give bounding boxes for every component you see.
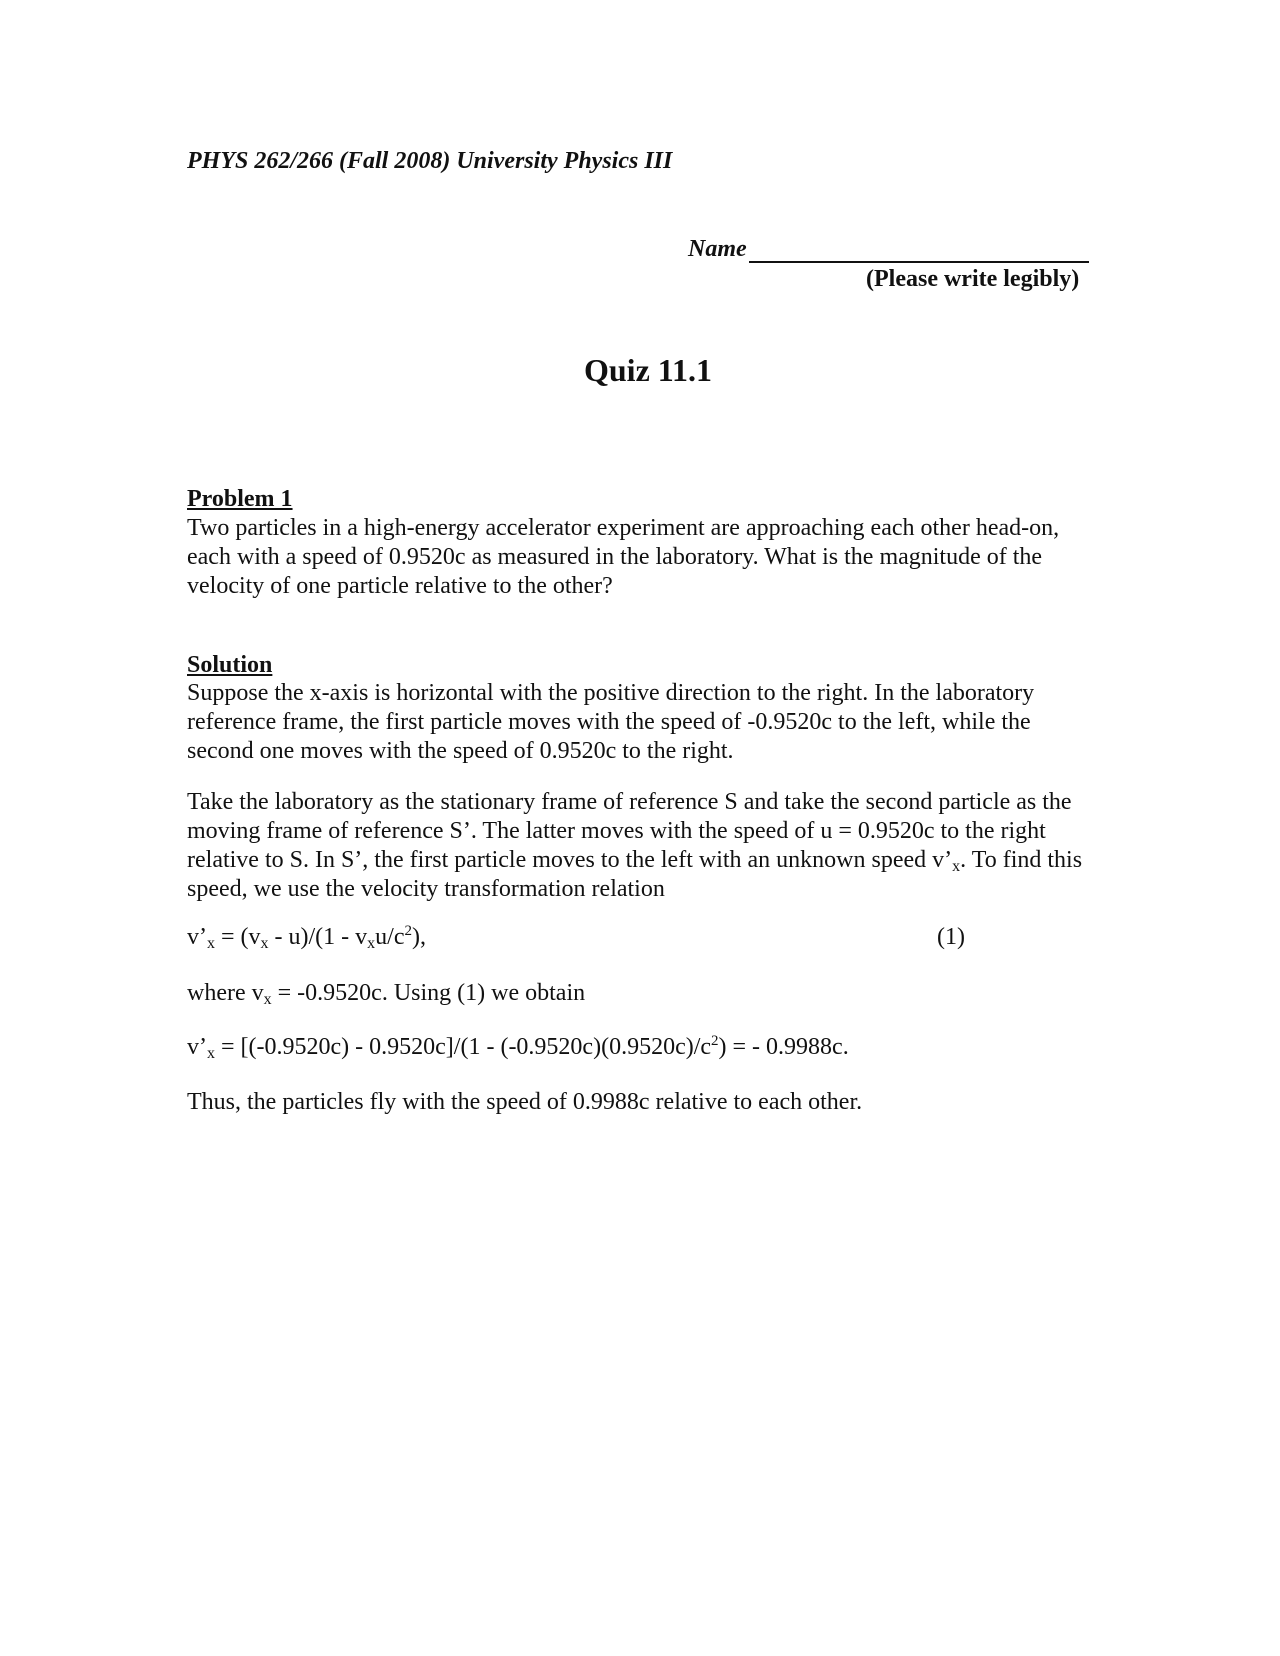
eq1-part: v’ <box>187 924 207 950</box>
eq1-sub: x <box>367 935 376 952</box>
eq1-sup: 2 <box>404 923 412 939</box>
conclusion: Thus, the particles fly with the speed of 0.9988c relative to each other. <box>187 1089 863 1115</box>
where-part: where v <box>187 980 264 1006</box>
eq1-part: - u)/(1 - v <box>268 924 368 950</box>
page-title <box>0 352 1280 389</box>
eq1-part: u/c <box>375 924 405 950</box>
paragraph-2-text-b: . To find this speed, we use the velocity transformation relation <box>187 847 1083 902</box>
where-part: = -0.9520c. Using (1) we obtain <box>271 980 586 1006</box>
eq1-sub: x <box>207 935 215 952</box>
name-label: Name <box>688 236 747 262</box>
eq2-part: = [(-0.9520c) - 0.9520c]/(1 - (-0.9520c)(0.9520c)/c <box>215 1034 712 1060</box>
name-note: (Please write legibly) <box>866 266 1080 292</box>
course-header: PHYS 262/266 (Fall 2008) University Physics III <box>187 148 673 174</box>
subscript-x: x <box>952 858 961 875</box>
eq1-sub: x <box>260 935 269 952</box>
eq1-part: = (v <box>215 924 261 950</box>
name-field[interactable] <box>688 236 1089 263</box>
eq1-part: ), <box>412 924 426 950</box>
name-underline[interactable] <box>749 239 1089 263</box>
equation-number: (1) <box>937 924 965 950</box>
equation-2 <box>187 1034 849 1061</box>
solution-paragraph-2 <box>187 788 1087 904</box>
problem-text: Two particles in a high-energy accelerator experiment are approaching each other head-on, each with a speed of 0.9520c as measured in the laboratory. What is the magnitude of the velocity of one particle relative to the other? <box>187 515 1060 599</box>
quiz-title-text: Quiz 11.1 <box>583 352 712 388</box>
solution-heading: Solution <box>187 652 273 678</box>
where-line <box>187 980 585 1007</box>
problem-heading: Problem 1 <box>187 486 293 512</box>
paragraph-2-text-a: Take the laboratory as the stationary frame of reference S and take the second particle as the moving frame of reference S’. The latter moves with the speed of u = 0.9520c to the right relative to S. In S’, the first particle moves to the left with an unknown speed v’ <box>187 789 1072 873</box>
eq2-sup: 2 <box>711 1033 719 1049</box>
eq2-part: v’ <box>187 1034 207 1060</box>
solution-paragraph-1: Suppose the x-axis is horizontal with the positive direction to the right. In the laboratory reference frame, the first particle moves with the speed of -0.9520c to the left, while the second one moves with the speed of 0.9520c to the right. <box>187 680 1035 764</box>
equation-1 <box>187 924 426 951</box>
where-sub: x <box>263 991 272 1008</box>
eq2-sub: x <box>207 1045 215 1062</box>
eq2-part: ) = - 0.9988c. <box>718 1034 849 1060</box>
